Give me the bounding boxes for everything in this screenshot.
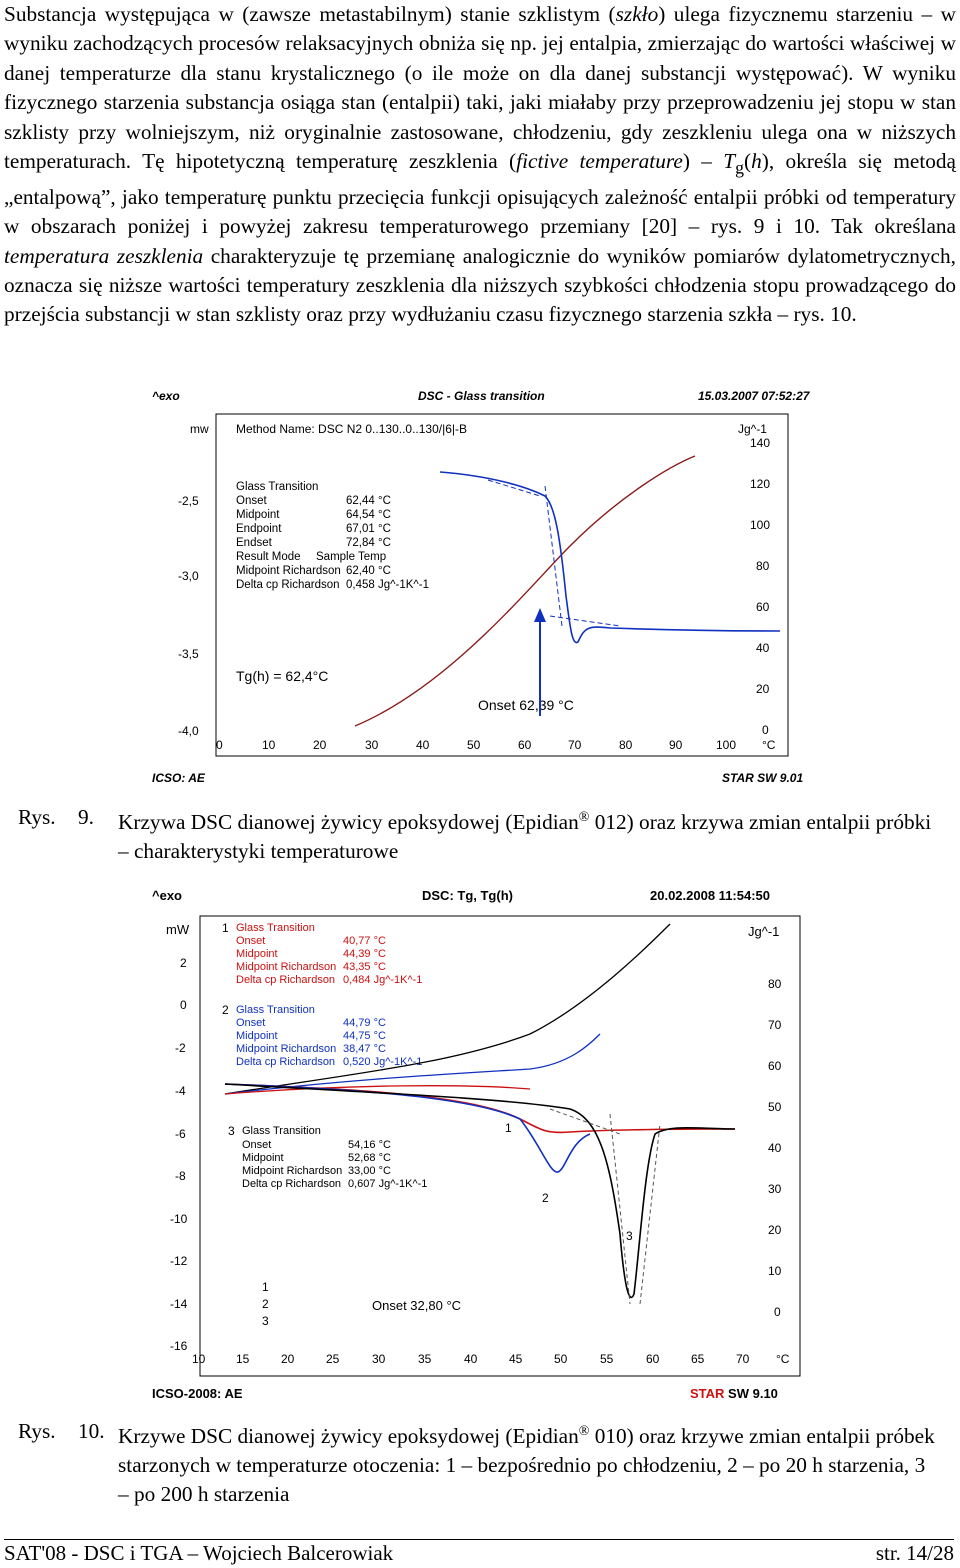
fig9-ann-value: 67,01 °C bbox=[346, 523, 391, 535]
fig10-x-tick: 45 bbox=[509, 1352, 523, 1366]
fig9-ann-label: Onset bbox=[236, 495, 267, 507]
fig9-x-tick: 70 bbox=[568, 738, 582, 752]
fig9-yl-tick: -3,0 bbox=[178, 569, 199, 583]
fig10-x-tick: 70 bbox=[736, 1352, 750, 1366]
fig9-ann-label: Result Mode bbox=[236, 551, 301, 563]
fig10-b1-label: Delta cp Richardson bbox=[236, 974, 336, 986]
fig9-ann-label: Midpoint bbox=[236, 509, 280, 521]
fig10-yl-tick: -8 bbox=[175, 1169, 186, 1183]
caption10-number: 10. bbox=[78, 1419, 105, 1443]
fig10-b1-label: Midpoint bbox=[236, 948, 278, 960]
fig9-x-tick: 90 bbox=[669, 738, 683, 752]
fig10-y-right-unit: Jg^-1 bbox=[748, 924, 780, 939]
fig9-yr-tick: 0 bbox=[762, 723, 769, 737]
fig10-dsc-curve-3 bbox=[225, 1084, 735, 1297]
tg-symbol: T bbox=[723, 149, 736, 174]
fig9-ann-value: 72,84 °C bbox=[346, 537, 391, 549]
fig9-ann-value: 62,44 °C bbox=[346, 495, 391, 507]
fig9-yr-tick: 40 bbox=[756, 641, 770, 655]
footer-left: SAT'08 - DSC i TGA – Wojciech Balcerowiak bbox=[4, 1541, 394, 1565]
fig10-yr-tick: 30 bbox=[768, 1182, 782, 1196]
caption9-prefix: Rys. bbox=[18, 805, 56, 829]
fig9-x-tick: 30 bbox=[365, 738, 379, 752]
fig10-tangent bbox=[550, 1109, 620, 1134]
fig9-tangent bbox=[550, 616, 620, 626]
fig10-yr-tick: 60 bbox=[768, 1059, 782, 1073]
fig10-annotation-2 bbox=[222, 1003, 422, 1068]
fig9-yr-tick: 120 bbox=[750, 477, 771, 491]
fig10-block2-num: 2 bbox=[222, 1003, 229, 1017]
fig9-enthalpy-curve bbox=[355, 456, 695, 726]
registered-mark: ® bbox=[578, 1424, 590, 1439]
fig10-exo-label: ^exo bbox=[152, 888, 182, 903]
fig9-x-tick: 40 bbox=[416, 738, 430, 752]
para-text: ) ulega fizycznemu starzeniu – w wyniku zachodzących procesów relaksacyjnych obniża się np. jej entalpia, zmierzając do wartości właściwej w danej temperaturze dla stanu krystalicznego (o ile może on dla danej substancji występować). W wyniku fizycznego starzenia substancja osiąga stan (entalpii) taki, jaki miałaby przy przeprowadzeniu jej stopu w stan szklisty przy wolniejszym, niż oryginalnie zastosowane, chłodzeniu, gdy zeszkleniu ulega ona w niższych temperaturach. Tę hipotetyczną temperaturę zeszklenia ( bbox=[4, 2, 956, 174]
fig9-timestamp: 15.03.2007 07:52:27 bbox=[698, 389, 810, 403]
fig9-tg-label: Tg(h) = 62,4°C bbox=[236, 668, 329, 684]
fig9-annotation bbox=[236, 481, 429, 591]
fig9-onset-label: Onset 62,39 °C bbox=[478, 697, 574, 713]
fig9-ann-value: 62,40 °C bbox=[346, 565, 391, 577]
fig10-x-tick: 20 bbox=[281, 1352, 295, 1366]
fig10-title: DSC: Tg, Tg(h) bbox=[422, 888, 513, 903]
fig10-b1-value: 40,77 °C bbox=[343, 935, 386, 947]
fig10-b3-value: 52,68 °C bbox=[348, 1152, 391, 1164]
fig9-yr-tick: 100 bbox=[750, 518, 771, 532]
fig10-x-tick: 60 bbox=[646, 1352, 660, 1366]
fig10-annotation-3 bbox=[228, 1124, 427, 1190]
fig9-dsc-curve bbox=[440, 472, 780, 643]
fig10-x-tick: 55 bbox=[600, 1352, 614, 1366]
fig9-yr-tick: 60 bbox=[756, 600, 770, 614]
para-text: , określa się metodą „entalpową”, jako temperaturę punktu przecięcia funkcji opisujących zależność entalpii próbki od temperatury w obszarach poniżej i powyżej zakresu temperaturowego przemiany [20] – rys. 9 i 10. Tak określana bbox=[4, 149, 957, 239]
fig10-b2-value: 44,75 °C bbox=[343, 1030, 386, 1042]
fig10-y-left-unit: mW bbox=[166, 922, 190, 937]
caption9-text: Krzywa DSC dianowej żywicy epoksydowej (Epidian® 012) oraz krzywa zmian entalpii próbki – charakterystyki temperaturowe bbox=[118, 810, 932, 864]
fig10-b3-label: Onset bbox=[242, 1139, 272, 1151]
fig9-yr-tick: 20 bbox=[756, 682, 770, 696]
fig9-ann-value: 0,458 Jg^-1K^-1 bbox=[346, 579, 430, 591]
fig10-curve-label-1: 1 bbox=[505, 1121, 512, 1135]
fig10-yr-tick: 0 bbox=[774, 1305, 781, 1319]
fig9-x-tick: 20 bbox=[313, 738, 327, 752]
figure-9-dsc-chart bbox=[150, 386, 816, 791]
fig9-method-name: Method Name: DSC N2 0..130..0..130/|6|-B bbox=[236, 422, 468, 436]
fig10-tangent bbox=[610, 1114, 630, 1304]
fig10-yl-tick: -6 bbox=[175, 1127, 186, 1141]
caption9-number: 9. bbox=[78, 805, 94, 829]
para-text: Substancja występująca w (zawsze metastabilnym) stanie szklistym ( bbox=[4, 2, 616, 26]
fig10-curve-label-3: 3 bbox=[626, 1229, 633, 1243]
tg-subscript: g bbox=[735, 157, 744, 178]
fig10-b1-label: Midpoint Richardson bbox=[236, 961, 337, 973]
para-italic: temperatura zeszklenia bbox=[4, 243, 204, 268]
fig9-tangent bbox=[488, 480, 540, 496]
fig9-yr-tick: 140 bbox=[750, 436, 771, 450]
body-paragraph: Substancja występująca w (zawsze metastabilnym) stanie szklistym (szkło) ulega fizycznemu starzeniu – w wyniku zachodzących procesów relaksacyjnych obniża się np. jej entalpia, zmierzając do wartości właściwej w danej temperaturze dla stanu krystalicznego (o ile może on dla danej substancji występować). W wyniku fizycznego starzenia substancja osiąga stan (entalpii) taki, jaki miałaby przy przeprowadzeniu jej stopu w stan szklisty przy wolniejszym, niż oryginalnie zastosowane, chłodzeniu, gdy zeszkleniu ulega ona w niższych temperaturach. Tę hipotetyczną temperaturę zeszklenia (fictive temperature) – $T_g(h)$, określa się metodą „entalpową”, jako temperaturę punktu przecięcia funkcji opisujących zależność entalpii próbki od temperatury w obszarach poniżej i powyżej zakresu temperaturowego przemiany [20] – rys. 9 i 10. Tak określana temperatura zeszklenia charakteryzuje tę przemianę analogicznie do wyników pomiarów dylatometrycznych, oznacza się niższe wartości temperatury zeszklenia dla niższych szybkości chłodzenia stopu prowadzącego do przejścia substancji w stan szklisty oraz przy wydłużaniu czasu fizycznego starzenia szkła – rys. 10. bbox=[4, 2, 957, 327]
fig10-x-unit: °C bbox=[776, 1352, 790, 1366]
fig9-ann-label: Endset bbox=[236, 537, 272, 549]
fig10-yl-tick: 0 bbox=[180, 998, 187, 1012]
fig10-x-tick: 30 bbox=[372, 1352, 386, 1366]
fig10-b2-value: 44,79 °C bbox=[343, 1017, 386, 1029]
fig9-x-unit: °C bbox=[762, 738, 776, 752]
fig10-annotation-1 bbox=[222, 921, 422, 986]
fig9-yl-tick: -3,5 bbox=[178, 647, 199, 661]
fig10-block3-num: 3 bbox=[228, 1124, 235, 1138]
fig10-yl-tick: -16 bbox=[170, 1339, 188, 1353]
figure-10-dsc-chart bbox=[150, 884, 816, 1404]
fig9-yl-tick: -4,0 bbox=[178, 724, 199, 738]
fig9-ann-value: 64,54 °C bbox=[346, 509, 391, 521]
fig10-b1-value: 43,35 °C bbox=[343, 961, 386, 973]
fig10-yr-tick: 20 bbox=[768, 1223, 782, 1237]
fig10-b3-label: Glass Transition bbox=[242, 1125, 321, 1137]
footer-page-number: str. 14/28 bbox=[875, 1541, 954, 1565]
fig10-legend-num: 3 bbox=[262, 1314, 269, 1328]
fig9-ann-label: Midpoint Richardson bbox=[236, 565, 341, 577]
fig10-b3-label: Midpoint bbox=[242, 1152, 284, 1164]
fig10-x-tick: 35 bbox=[418, 1352, 432, 1366]
fig10-x-tick: 65 bbox=[691, 1352, 705, 1366]
fig10-b2-label: Midpoint Richardson bbox=[236, 1043, 337, 1055]
fig9-title: DSC - Glass transition bbox=[418, 389, 545, 403]
fig10-b2-value: 0,520 Jg^-1K^-1 bbox=[343, 1056, 423, 1068]
fig10-x-tick: 10 bbox=[192, 1352, 206, 1366]
fig10-yl-tick: -2 bbox=[175, 1041, 186, 1055]
fig10-b1-label: Onset bbox=[236, 935, 266, 947]
registered-mark: ® bbox=[578, 810, 590, 825]
fig10-b2-label: Delta cp Richardson bbox=[236, 1056, 336, 1068]
fig10-yl-tick: -14 bbox=[170, 1297, 188, 1311]
fig9-exo-label: ^exo bbox=[152, 389, 180, 403]
fig10-b3-value: 33,00 °C bbox=[348, 1165, 391, 1177]
fig10-b2-label: Onset bbox=[236, 1017, 266, 1029]
fig9-x-tick: 100 bbox=[716, 738, 737, 752]
fig10-b2-value: 38,47 °C bbox=[343, 1043, 386, 1055]
fig10-b1-value: 44,39 °C bbox=[343, 948, 386, 960]
fig10-b3-label: Midpoint Richardson bbox=[242, 1165, 343, 1177]
fig9-yl-tick: -2,5 bbox=[178, 494, 199, 508]
fig9-ann-label: Glass Transition bbox=[236, 481, 319, 493]
caption10-prefix: Rys. bbox=[18, 1419, 56, 1443]
fig10-onset-label: Onset 32,80 °C bbox=[372, 1298, 462, 1313]
fig10-legend-num: 1 bbox=[262, 1280, 269, 1294]
page-footer bbox=[4, 1539, 954, 1566]
fig10-curve-label-2: 2 bbox=[542, 1191, 549, 1205]
fig9-yr-tick: 80 bbox=[756, 559, 770, 573]
fig10-timestamp: 20.02.2008 11:54:50 bbox=[650, 888, 770, 903]
fig10-x-tick: 25 bbox=[326, 1352, 340, 1366]
fig10-yr-tick: 50 bbox=[768, 1100, 782, 1114]
fig9-footer-left: ICSO: AE bbox=[152, 771, 205, 785]
fig10-yr-tick: 80 bbox=[768, 977, 782, 991]
fig10-yr-tick: 40 bbox=[768, 1141, 782, 1155]
fig9-onset-arrowhead bbox=[534, 608, 546, 622]
fig10-x-tick: 15 bbox=[236, 1352, 250, 1366]
fig10-x-tick: 40 bbox=[464, 1352, 478, 1366]
fig9-x-tick: 10 bbox=[262, 738, 276, 752]
fig9-y-right-unit: Jg^-1 bbox=[738, 422, 767, 436]
fig10-b2-label: Glass Transition bbox=[236, 1004, 315, 1016]
fig9-x-tick: 80 bbox=[619, 738, 633, 752]
tg-h: h bbox=[751, 149, 762, 174]
fig10-b2-label: Midpoint bbox=[236, 1030, 278, 1042]
caption10-text: Krzywe DSC dianowej żywicy epoksydowej (Epidian® 010) oraz krzywe zmian entalpii próbek starzonych w temperaturze otoczenia: 1 – bezpośrednio po chłodzeniu, 2 – po 20 h starzenia, 3 – po 200 h starzenia bbox=[118, 1424, 935, 1507]
para-text: charakteryzuje tę przemianę analogicznie do wyników pomiarów dylatometrycznych, oznacza się niższe wartości temperatury zeszklenia dla niższych szybkości chłodzenia stopu prowadzącego do przejścia substancji w stan szklisty oraz przy wydłużaniu czasu fizycznego starzenia szkła – rys. 10. bbox=[4, 243, 956, 327]
fig10-block1-num: 1 bbox=[222, 921, 229, 935]
fig10-b3-label: Delta cp Richardson bbox=[242, 1178, 342, 1190]
para-italic: szkło bbox=[615, 2, 659, 26]
fig10-yl-tick: -4 bbox=[175, 1084, 186, 1098]
fig9-x-tick: 0 bbox=[216, 738, 223, 752]
fig10-x-tick: 50 bbox=[554, 1352, 568, 1366]
fig10-footer-left: ICSO-2008: AE bbox=[152, 1386, 243, 1401]
fig9-footer-right: STAR SW 9.01 bbox=[722, 771, 804, 785]
fig10-b1-label: Glass Transition bbox=[236, 922, 315, 934]
fig10-legend-num: 2 bbox=[262, 1297, 269, 1311]
fig10-b3-value: 0,607 Jg^-1K^-1 bbox=[348, 1178, 428, 1190]
fig10-footer-right: STAR SW 9.10 bbox=[690, 1386, 778, 1401]
fig9-x-tick: 50 bbox=[467, 738, 481, 752]
para-text: ) – bbox=[682, 149, 724, 174]
fig9-ann-value: Sample Temp bbox=[316, 551, 387, 563]
fig9-ann-label: Delta cp Richardson bbox=[236, 579, 340, 591]
fig10-yr-tick: 70 bbox=[768, 1018, 782, 1032]
fig10-b1-value: 0,484 Jg^-1K^-1 bbox=[343, 974, 423, 986]
fig10-yl-tick: -10 bbox=[170, 1212, 188, 1226]
fig10-b3-value: 54,16 °C bbox=[348, 1139, 391, 1151]
para-italic: fictive temperature bbox=[516, 149, 683, 174]
fig9-x-tick: 60 bbox=[518, 738, 532, 752]
fig10-yl-tick: 2 bbox=[180, 956, 187, 970]
fig10-yr-tick: 10 bbox=[768, 1264, 782, 1278]
fig9-y-left-unit: mw bbox=[190, 422, 209, 436]
fig9-ann-label: Endpoint bbox=[236, 523, 282, 535]
fig10-yl-tick: -12 bbox=[170, 1254, 188, 1268]
